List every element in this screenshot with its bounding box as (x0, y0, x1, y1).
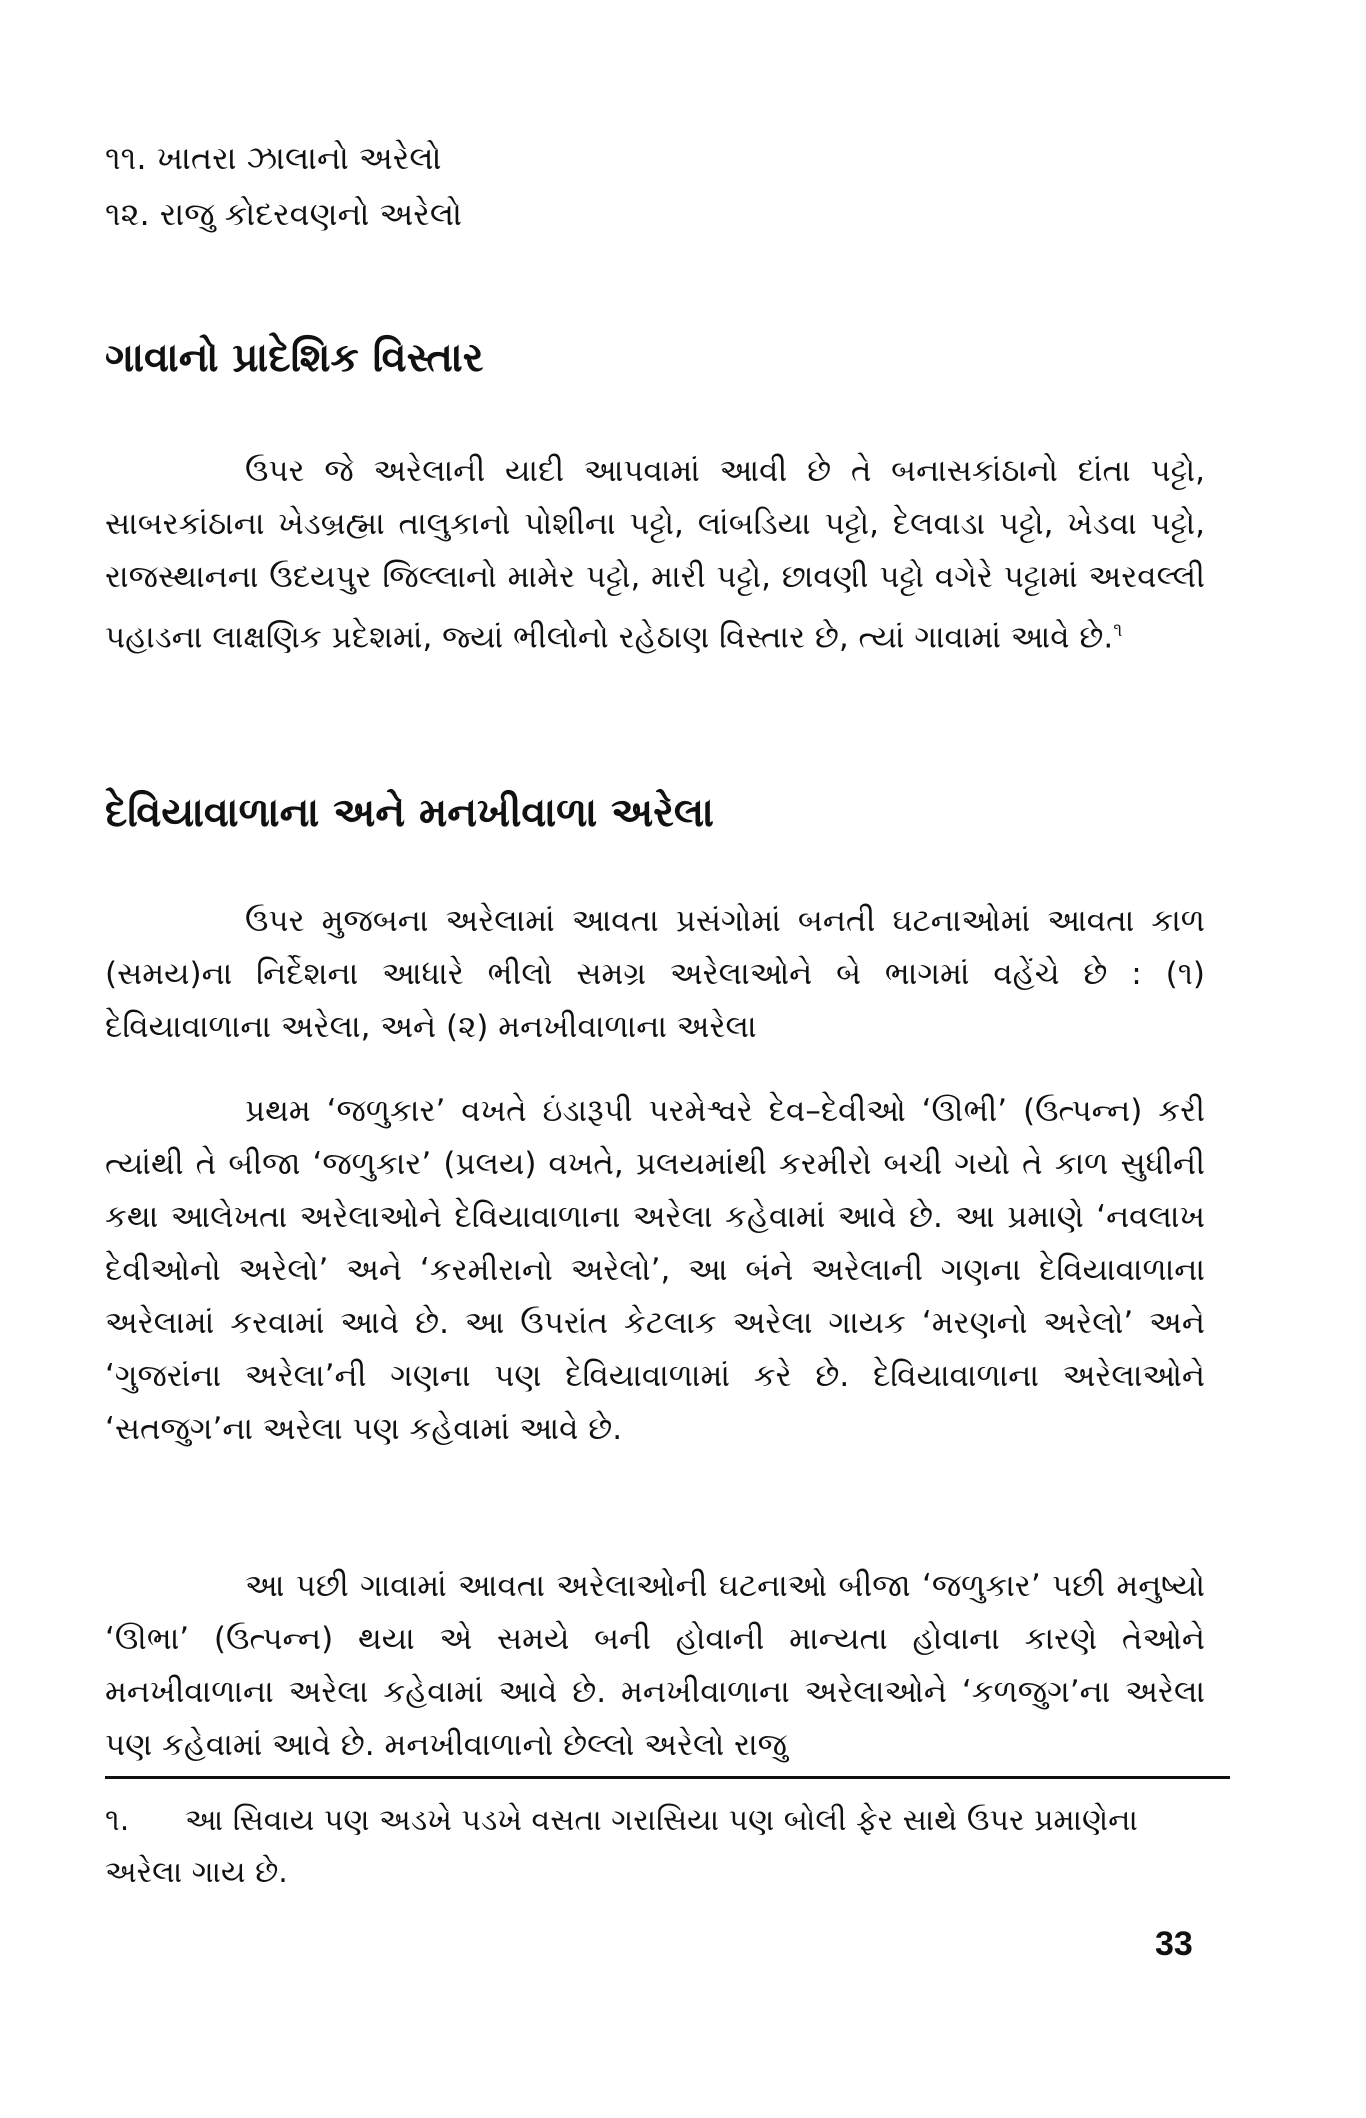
list-item: ૧૧. ખાતરા ઝાલાનો અરેલો (105, 139, 442, 177)
footnote-number: ૧. (105, 1803, 130, 1838)
list-item: ૧૨. રાજુ કોદરવણનો અરેલો (105, 195, 463, 233)
paragraph-regional-extent (105, 445, 1205, 664)
footnote (105, 1795, 1205, 1899)
paragraph: આ પછી ગાવામાં આવતા અરેલાઓની ઘટનાઓ બીજા ‘જળુકાર’ પછી મનુષ્યો ‘ઊભા’ (ઉત્પન્ન) થયા એ સમયે બની હોવાની માન્યતા હોવાના કારણે તેઓને મનખીવાળાના અરેલા કહેવામાં આવે છે. મનખીવાળાના અરેલાઓને ‘કળજુગ’ના અરેલા પણ કહેવામાં આવે છે. મનખીવાળાનો છેલ્લો અરેલો રાજુ (105, 1568, 1205, 1763)
page-number: 33 (1155, 1925, 1193, 1963)
section-heading-deviyavala-mankhivala: દેવિયાવાળાના અને મનખીવાળા અરેલા (105, 790, 714, 836)
paragraph-text: ઉપર જે અરેલાની યાદી આપવામાં આવી છે તે બનાસકાંઠાનો દાંતા પટ્ટો, સાબરકાંઠાના ખેડબ્રહ્મા તાલુકાનો પોશીના પટ્ટો, લાંબડિયા પટ્ટો, દેલવાડા પટ્ટો, ખેડવા પટ્ટો, રાજસ્થાનના ઉદયપુર જિલ્લાનો મામેર પટ્ટો, મારી પટ્ટો, છાવણી પટ્ટો વગેરે પટ્ટામાં અરવલ્લી પહાડના લાક્ષણિક પ્રદેશમાં, જ્યાં ભીલોનો રહેઠાણ વિસ્તાર છે, ત્યાં ગાવામાં આવે છે. (105, 453, 1205, 656)
footnote-text: આ સિવાય પણ અડખે પડખે વસતા ગરાસિયા પણ બોલી ફેર સાથે ઉપર પ્રમાણેના અરેલા ગાય છે. (105, 1803, 1138, 1890)
footnote-marker: ૧ (1113, 620, 1123, 641)
arela-list (105, 130, 462, 242)
footnote-divider (105, 1776, 1230, 1779)
section-heading-regional-extent: ગાવાનો પ્રાદેશિક વિસ્તાર (105, 335, 484, 381)
paragraph: પ્રથમ ‘જળુકાર’ વખતે ઇંડારૂપી પરમેશ્વરે દેવ–દેવીઓ ‘ઊભી’ (ઉત્પન્ન) કરી ત્યાંથી તે બીજા ‘જળુકાર’ (પ્રલય) વખતે, પ્રલયમાંથી કરમીરો બચી ગયો તે કાળ સુધીની કથા આલેખતા અરેલાઓને દેવિયાવાળાના અરેલા કહેવામાં આવે છે. આ પ્રમાણે ‘નવલાખ દેવીઓનો અરેલો’ અને ‘કરમીરાનો અરેલો’, આ બંને અરેલાની ગણના દેવિયાવાળાના અરેલામાં કરવામાં આવે છે. આ ઉપરાંત કેટલાક અરેલા ગાયક ‘મરણનો અરેલો’ અને ‘ગુજરાંના અરેલા’ની ગણના પણ દેવિયાવાળામાં કરે છે. દેવિયાવાળાના અરેલાઓને ‘સતજુગ’ના અરેલા પણ કહેવામાં આવે છે. (105, 1093, 1205, 1447)
paragraph: ઉપર મુજબના અરેલામાં આવતા પ્રસંગોમાં બનતી ઘટનાઓમાં આવતા કાળ (સમય)ના નિર્દેશના આધારે ભીલો સમગ્ર અરેલાઓને બે ભાગમાં વહેંચે છે : (૧) દેવિયાવાળાના અરેલા, અને (૨) મનખીવાળાના અરેલા (105, 903, 1205, 1045)
